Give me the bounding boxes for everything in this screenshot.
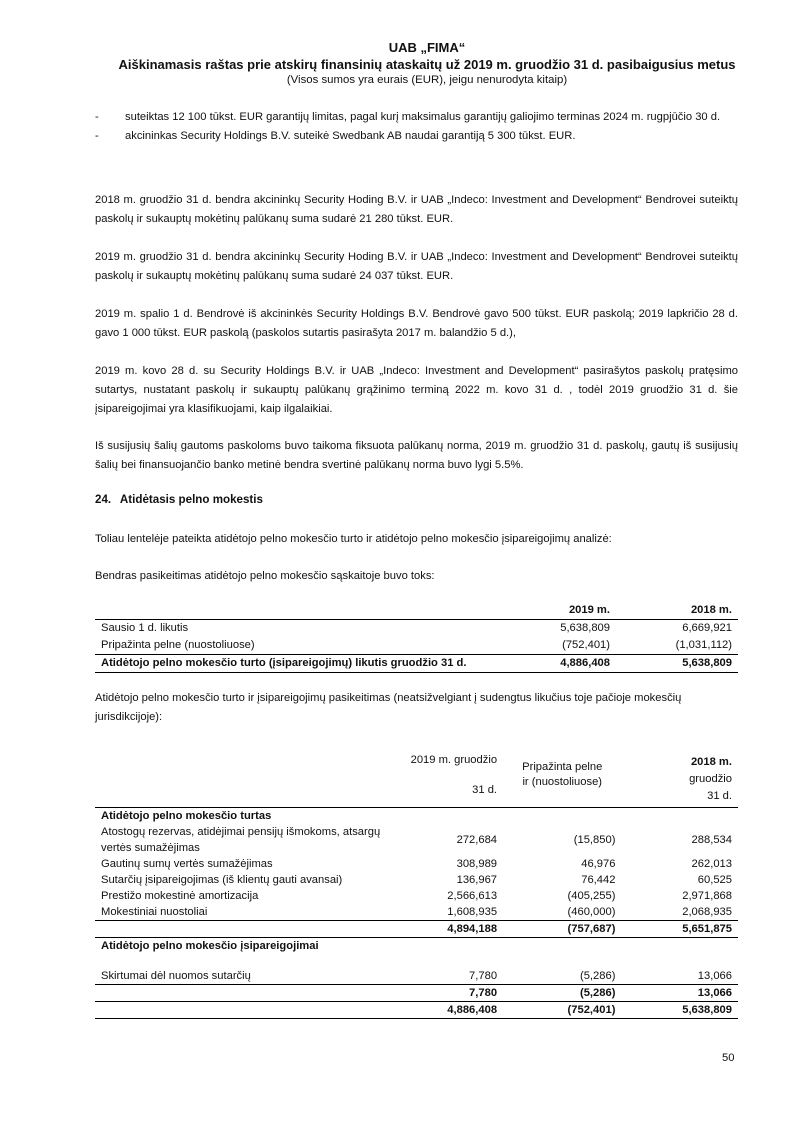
- spacer-cell: [95, 954, 738, 968]
- cell-2018: 13,066: [697, 970, 732, 982]
- row-label: [95, 921, 387, 938]
- table-header-recognized: [503, 745, 621, 808]
- table-section-row: [95, 938, 738, 955]
- section-number: 24.: [95, 493, 112, 506]
- header-line: 2018 m.: [690, 756, 732, 768]
- section-intro: Toliau lentelėje pateikta atidėtojo pelno mokesčio turto ir atidėtojo pelno mokesčio įsipareigojimų analizė:: [95, 533, 612, 545]
- table-header-2019: [387, 745, 504, 808]
- cell-2018: 13,066: [621, 985, 738, 1002]
- page-number: 50: [722, 1052, 735, 1064]
- table-header-cell: 2019 m.: [509, 602, 616, 620]
- cell-2019: 1,608,935: [447, 906, 498, 918]
- section-title: Atidėtasis pelno mokestis: [119, 493, 263, 506]
- cell-2018: 5,638,809: [621, 1002, 738, 1019]
- table-header-2018: [621, 745, 738, 808]
- row-label: Prestižo mokestinė amortizacija: [101, 890, 259, 902]
- table1-caption: Bendras pasikeitimas atidėtojo pelno mokesčio sąskaitoje buvo toks:: [95, 570, 435, 582]
- cell-2018: 6,669,921: [682, 622, 732, 634]
- table-header-row: [95, 745, 738, 808]
- cell-2019: 4,886,408: [509, 655, 616, 673]
- row-label: Atidėtojo pelno mokesčio turto (įsipareigojimų) likutis gruodžio 31 d.: [95, 655, 509, 673]
- section-label: Atidėtojo pelno mokesčio turtas: [101, 810, 272, 822]
- bullet-list: [95, 108, 738, 146]
- row-label: [95, 985, 387, 1002]
- cell-recognized: (15,850): [573, 834, 616, 846]
- row-label: Gautinų sumų vertės sumažėjimas: [101, 858, 273, 870]
- deferred-tax-movement-table: [95, 602, 738, 673]
- bullet-text: akcininkas Security Holdings B.V. suteikė Swedbank AB naudai garantiją 5 300 tūkst. EUR.: [125, 130, 576, 142]
- cell-2019: 7,780: [387, 985, 504, 1002]
- cell-recognized: (752,401): [503, 1002, 621, 1019]
- cell-2019: 272,684: [456, 834, 498, 846]
- cell-2018: 5,638,809: [616, 655, 738, 673]
- row-label: [95, 1002, 387, 1019]
- row-label: Atostogų rezervas, atidėjimai pensijų išmokoms, atsargų vertės sumažėjimas: [101, 826, 381, 854]
- cell-2018: 5,651,875: [621, 921, 738, 938]
- cell-recognized: 76,442: [581, 874, 616, 886]
- cell-2019: 7,780: [469, 970, 498, 982]
- paragraph-2018-loans: 2018 m. gruodžio 31 d. bendra akcininkų Security Hoding B.V. ir UAB „Indeco: Investment and Development“ Bendrovei suteiktų paskolų ir sukauptų mokėtinų palūkanų suma sudarė 21 280 tūkst. EUR.: [95, 194, 738, 225]
- cell-2019: 136,967: [456, 874, 498, 886]
- table-row: [95, 620, 738, 638]
- table-row: [95, 888, 738, 904]
- row-label: Sutarčių įsipareigojimas (iš klientų gauti avansai): [101, 874, 343, 886]
- cell-2018: (1,031,112): [675, 639, 732, 651]
- table-header-cell: [95, 745, 387, 808]
- table-row: [95, 872, 738, 888]
- cell-2019: 4,886,408: [387, 1002, 504, 1019]
- cell-2018: 2,971,868: [682, 890, 732, 902]
- cell-2019: (752,401): [562, 639, 610, 651]
- header-line: Pripažinta pelne: [522, 761, 603, 773]
- table-row: [95, 637, 738, 655]
- cell-2018: 262,013: [691, 858, 732, 870]
- table2-caption: Atidėtojo pelno mokesčio turto ir įsipareigojimų pasikeitimas (neatsižvelgiant į sudengtus likučius toje pačioje mokesčių jurisdikcijoje):: [95, 692, 682, 723]
- section-heading: [95, 493, 263, 506]
- cell-recognized: (757,687): [503, 921, 621, 938]
- section-label: Atidėtojo pelno mokesčio įsipareigojimai: [101, 940, 319, 952]
- cell-2019: 5,638,809: [560, 622, 610, 634]
- spacer-row: [95, 954, 738, 968]
- cell-recognized: (5,286): [503, 985, 621, 1002]
- document-subtitle: (Visos sumos yra eurais (EUR), jeigu nenurodyta kitaip): [286, 74, 568, 86]
- cell-2018: 60,525: [697, 874, 732, 886]
- cell-2019: 308,989: [456, 858, 498, 870]
- cell-recognized: (5,286): [579, 970, 616, 982]
- row-label: Mokestiniai nuostoliai: [101, 906, 208, 918]
- grand-total-row: [95, 1002, 738, 1019]
- header-line: gruodžio: [689, 773, 732, 785]
- cell-recognized: 46,976: [581, 858, 616, 870]
- cell-recognized: (405,255): [567, 890, 616, 902]
- row-label: Pripažinta pelne (nuostoliuose): [101, 639, 255, 651]
- bullet-item: [95, 127, 738, 146]
- document-title: Aiškinamasis raštas prie atskirų finansinių ataskaitų už 2019 m. gruodžio 31 d. pasibaigusius metus: [118, 57, 736, 72]
- bullet-item: [95, 108, 738, 127]
- liabilities-total-row: [95, 985, 738, 1002]
- cell-recognized: (460,000): [567, 906, 616, 918]
- paragraph-loan-extension: 2019 m. kovo 28 d. su Security Holdings B.V. ir UAB „Indeco: Investment and Development“ pasirašytos paskolų pratęsimo sutartys, nustatant paskolų ir sukauptų palūkanų grąžinimo terminą 2022 m. kovo 31 d. , todėl 2019 gruodžio 31 d. šie įsipareigojimai yra klasifikuojami, kaip ilgalaikiai.: [95, 365, 738, 415]
- header-line: 31 d.: [472, 784, 498, 796]
- paragraph-interest-rate: Iš susijusių šalių gautoms paskoloms buvo taikoma fiksuota palūkanų norma, 2019 m. gruodžio 31 d. paskolų, gautų iš susijusių šalių bei finansuojančio banko metinė bendra svertinė palūkanų norma buvo lygi 5.5%.: [95, 440, 738, 471]
- row-label: Sausio 1 d. likutis: [101, 622, 189, 634]
- table-header-cell: 2018 m.: [616, 602, 738, 620]
- table-section-row: [95, 808, 738, 825]
- cell-2019: 4,894,188: [387, 921, 504, 938]
- table-row: [95, 856, 738, 872]
- company-name: UAB „FIMA“: [388, 40, 466, 55]
- table-row: [95, 904, 738, 921]
- table-header-row: [95, 602, 738, 620]
- cell-2019: 2,566,613: [447, 890, 498, 902]
- deferred-tax-components-table: [95, 745, 738, 1019]
- bullet-dash: -: [95, 111, 99, 123]
- header-line: 31 d.: [707, 790, 732, 802]
- header-line: 2019 m. gruodžio: [410, 754, 498, 766]
- table-header-cell: [95, 602, 509, 620]
- cell-2018: 288,534: [691, 834, 732, 846]
- bullet-dash: -: [95, 130, 99, 142]
- table-row: [95, 824, 738, 856]
- paragraph-new-loans: 2019 m. spalio 1 d. Bendrovė iš akcininkės Security Holdings B.V. Bendrovė gavo 500 tūkst. EUR paskolą; 2019 lapkričio 28 d. gavo 1 000 tūkst. EUR paskolą (paskolos sutartis pasirašyta 2017 m. balandžio 5 d.),: [95, 308, 738, 339]
- cell-2018: 2,068,935: [682, 906, 732, 918]
- row-label: Skirtumai dėl nuomos sutarčių: [101, 970, 251, 982]
- table-total-row: [95, 655, 738, 673]
- table-row: [95, 968, 738, 985]
- paragraph-2019-loans: 2019 m. gruodžio 31 d. bendra akcininkų Security Hoding B.V. ir UAB „Indeco: Investment and Development“ Bendrovei suteiktų paskolų ir sukauptų mokėtinų palūkanų suma sudarė 24 037 tūkst. EUR.: [95, 251, 738, 282]
- header-line: ir (nuostoliuose): [522, 776, 603, 788]
- bullet-text: suteiktas 12 100 tūkst. EUR garantijų limitas, pagal kurį maksimalus garantijų galiojimo terminas 2024 m. rugpjūčio 30 d.: [125, 111, 721, 123]
- assets-total-row: [95, 921, 738, 938]
